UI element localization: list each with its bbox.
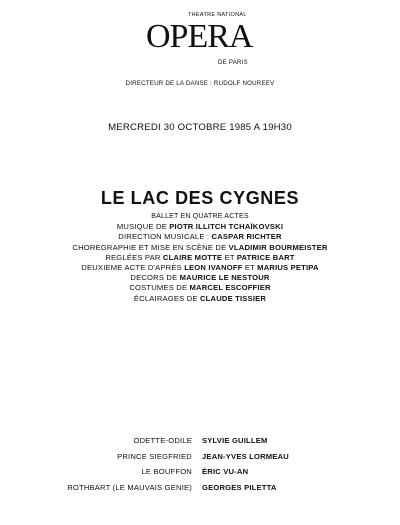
credit-line (0, 273, 400, 283)
credit-name: CLAIRE MOTTE (162, 252, 223, 262)
ballet-title: LE LAC DES CYGNES (100, 188, 300, 208)
credits-block (0, 212, 400, 304)
credit-line (0, 243, 400, 253)
credit-line (0, 212, 400, 222)
credit-line (0, 294, 400, 304)
credit-name: CLAUDE TISSIER (200, 293, 267, 303)
credit-text: BALLET EN QUATRE ACTES (151, 213, 249, 220)
performance-date: MERCREDI 30 OCTOBRE 1985 A 19H30 (108, 122, 292, 133)
logo-de-paris: DE PARIS (218, 60, 248, 66)
credit-text: MUSIQUE DE (116, 222, 170, 232)
cast-artist: JEAN-YVES LORMEAU (202, 451, 289, 461)
credit-text: DIRECTION MUSICALE : (118, 232, 212, 242)
cast-role: ROTHBART (LE MAUVAIS GENIE) (67, 482, 192, 492)
cast-role: LE BOUFFON (141, 467, 192, 476)
credit-line (0, 263, 400, 273)
cast-list (0, 436, 400, 498)
credit-text: ÉCLAIRAGES DE (133, 293, 200, 303)
opera-de-paris-logo (140, 12, 270, 72)
credit-text: DEUXIEME ACTE D'APRÈS (81, 263, 185, 273)
credit-name: PATRICE BART (236, 252, 295, 262)
credit-name: VLADIMIR BOURMEISTER (228, 242, 328, 252)
credit-text: CHOREGRAPHIE ET MISE EN SCÈNE DE (72, 242, 229, 252)
credit-line (0, 283, 400, 293)
cast-row (0, 467, 400, 483)
logo-wordmark: OPERA (146, 18, 253, 55)
credit-name: CASPAR RICHTER (211, 232, 282, 242)
cast-artist: GEORGES PILETTA (202, 482, 277, 492)
cast-role: PRINCE SIEGFRIED (117, 451, 192, 461)
credit-name: MARCEL ESCOFFIER (189, 283, 271, 293)
credit-name: MARIUS PETIPA (257, 263, 319, 273)
cast-row (0, 483, 400, 499)
credit-text: ET (242, 263, 258, 273)
credit-line (0, 253, 400, 263)
credit-line (0, 222, 400, 232)
logo-theatre-national: THEATRE NATIONAL (188, 12, 247, 18)
cast-artist: SYLVIE GUILLEM (202, 436, 268, 445)
credit-name: LEON IVANOFF (184, 263, 243, 273)
credit-text: COSTUMES DE (129, 283, 190, 293)
credit-name: PIOTR ILLITCH TCHAÏKOVSKI (169, 222, 284, 232)
credit-text: DECORS DE (130, 273, 180, 283)
cast-row (0, 452, 400, 468)
cast-artist: ÉRIC VU-AN (202, 467, 249, 476)
cast-role: ODETTE-ODILE (133, 436, 192, 445)
director-line: DIRECTEUR DE LA DANSE : RUDOLF NOUREEV (125, 80, 275, 87)
credit-line (0, 232, 400, 242)
credit-text: REGLÉES PAR (105, 252, 163, 262)
credit-name: MAURICE LE NESTOUR (179, 273, 270, 283)
cast-row (0, 436, 400, 452)
credit-text: ET (222, 252, 237, 262)
